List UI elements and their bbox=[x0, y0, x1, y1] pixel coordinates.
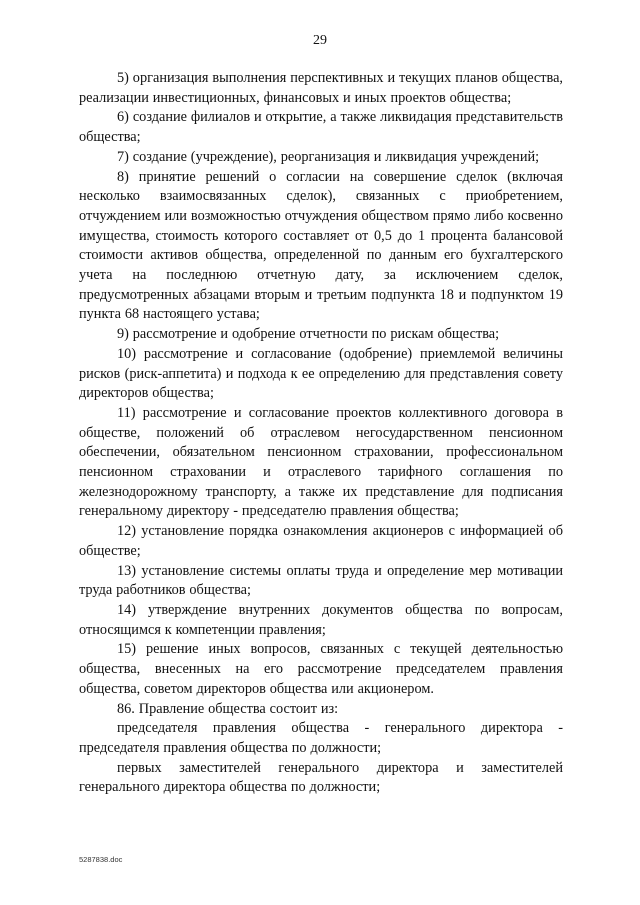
paragraph-item-8: 8) принятие решений о согласии на совершение сделок (включая несколько взаимосвязанных сделок), связанных с приобретением, отчуждением или возможностью отчуждения обществом прямо либо косвенно имущества, стоимость которого составляет от 0,5 до 1 процента балансовой стоимости активов общества, определенной по данным его бухгалтерского учета на последнюю отчетную дату, за исключением сделок, предусмотренных абзацами вторым и третьим подпункта 18 и подпунктом 19 пункта 68 настоящего устава; bbox=[79, 168, 563, 323]
page-number: 29 bbox=[313, 33, 327, 48]
paragraph-board-chairman: председателя правления общества - генерального директора - председателя правления общества по должности; bbox=[79, 720, 563, 756]
paragraph-item-9: 9) рассмотрение и одобрение отчетности по рискам общества; bbox=[117, 326, 500, 343]
paragraph-item-13: 13) установление системы оплаты труда и определение мер мотивации труда работников общества; bbox=[79, 562, 563, 599]
paragraph-item-12: 12) установление порядка ознакомления акционеров с информацией об обществе; bbox=[79, 523, 563, 559]
paragraph-item-7: 7) создание (учреждение), реорганизация и ликвидация учреждений; bbox=[117, 148, 540, 165]
paragraph-item-11: 11) рассмотрение и согласование проектов коллективного договора в обществе, положений об отраслевом негосударственном пенсионном обеспечении, обязательном пенсионном страховании, профессиональном пенсионном страховании и отраслевого тарифного соглашения по железнодорожному транспорту, а также их представление для подписания генеральному директору - председателю правления общества; bbox=[79, 404, 563, 520]
paragraph-item-5: 5) организация выполнения перспективных и текущих планов общества, реализации инвестиционных, финансовых и иных проектов общества; bbox=[79, 70, 563, 106]
paragraph-item-15: 15) решение иных вопросов, связанных с текущей деятельностью общества, внесенных на его рассмотрение председателем правления общества, советом директоров общества или акционером. bbox=[79, 641, 563, 697]
paragraph-item-6: 6) создание филиалов и открытие, а также ликвидация представительств общества; bbox=[79, 109, 563, 146]
paragraph-item-14: 14) утверждение внутренних документов общества по вопросам, относящимся к компетенции правления; bbox=[79, 601, 563, 638]
paragraph-item-10: 10) рассмотрение и согласование (одобрение) приемлемой величины рисков (риск-аппетита) и подхода к ее определению для представления совету директоров общества; bbox=[79, 345, 563, 402]
footer-filename: 5287838.doc bbox=[79, 855, 123, 864]
paragraph-section-86: 86. Правление общества состоит из: bbox=[117, 700, 339, 717]
paragraph-board-deputies: первых заместителей генерального директора и заместителей генерального директора общества по должности; bbox=[79, 759, 563, 796]
document-body bbox=[79, 69, 563, 798]
